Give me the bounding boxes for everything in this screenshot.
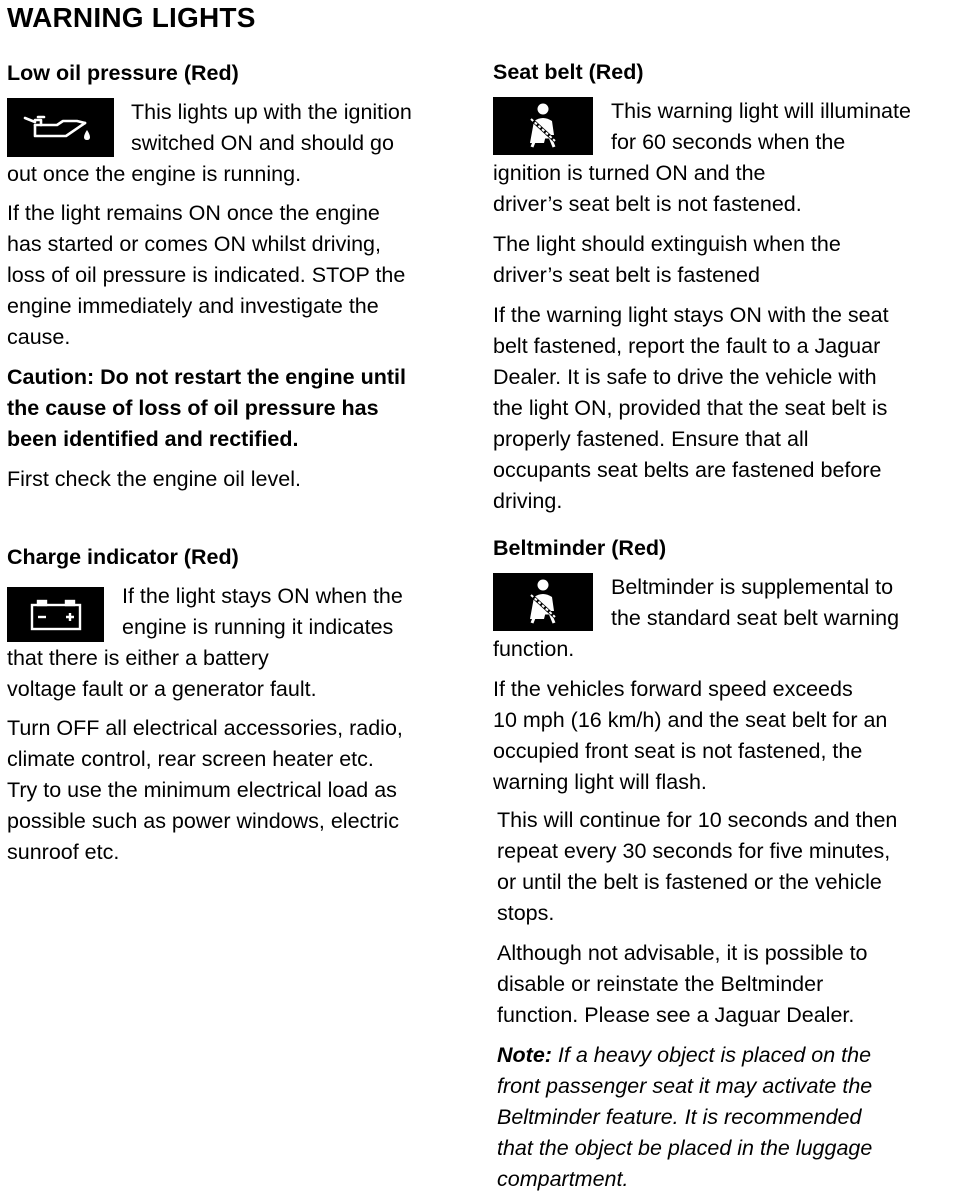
text-line: This will continue for 10 seconds and then xyxy=(497,808,898,832)
seatbelt-intro-line: This warning light will illuminate xyxy=(611,99,911,123)
note-label: Note: xyxy=(497,1043,552,1067)
seatbelt-paragraph-1 xyxy=(493,229,973,291)
text-line: occupied front seat is not fastened, the xyxy=(493,739,863,763)
seat-belt-heading: Seat belt (Red) xyxy=(493,60,644,84)
text-line: warning light will flash. xyxy=(493,770,707,794)
text-line: engine immediately and investigate the xyxy=(7,294,379,318)
oil-intro-line: This lights up with the ignition xyxy=(131,100,412,124)
seatbelt-paragraph-2 xyxy=(493,300,973,517)
oil-paragraph-2 xyxy=(7,464,481,495)
text-line: sunroof etc. xyxy=(7,840,120,864)
text-line: has started or comes ON whilst driving, xyxy=(7,232,381,256)
beltminder-paragraph-2 xyxy=(497,805,973,929)
text-line: 10 mph (16 km/h) and the seat belt for an xyxy=(493,708,888,732)
seatbelt-intro-tail: driver’s seat belt is not fastened. xyxy=(493,192,802,216)
text-line: stops. xyxy=(497,901,555,925)
note-text: If a heavy object is placed on the xyxy=(551,1043,872,1067)
text-line: The light should extinguish when the xyxy=(493,232,841,256)
text-line: Dealer. It is safe to drive the vehicle with xyxy=(493,365,877,389)
text-line: properly fastened. Ensure that all xyxy=(493,427,809,451)
beltminder-heading: Beltminder (Red) xyxy=(493,536,667,560)
text-line: occupants seat belts are fastened before xyxy=(493,458,882,482)
charge-indicator-section xyxy=(7,542,481,868)
charge-indicator-heading: Charge indicator (Red) xyxy=(7,545,239,569)
text-line: repeat every 30 seconds for five minutes, xyxy=(497,839,891,863)
text-line: the light ON, provided that the seat belt is xyxy=(493,396,888,420)
text-line: climate control, rear screen heater etc. xyxy=(7,747,374,771)
text-line: If the light remains ON once the engine xyxy=(7,201,380,225)
text-line: Caution: Do not restart the engine until xyxy=(7,365,406,389)
text-line: cause. xyxy=(7,325,71,349)
beltminder-intro-line: Beltminder is supplemental to xyxy=(611,575,894,599)
oil-intro-line: switched ON and should go xyxy=(131,131,394,155)
text-line: belt fastened, report the fault to a Jaguar xyxy=(493,334,881,358)
text-line: loss of oil pressure is indicated. STOP the xyxy=(7,263,406,287)
beltminder-intro-line: the standard seat belt warning xyxy=(611,606,900,630)
text-line: been identified and rectified. xyxy=(7,427,299,451)
text-line: front passenger seat it may activate the xyxy=(497,1074,873,1098)
oil-paragraph-1 xyxy=(7,198,481,353)
charge-paragraph-1 xyxy=(7,713,481,868)
text-line: function. Please see a Jaguar Dealer. xyxy=(497,1003,855,1027)
low-oil-pressure-heading: Low oil pressure (Red) xyxy=(7,61,239,85)
seatbelt-intro-line: for 60 seconds when the xyxy=(611,130,846,154)
text-line: driver’s seat belt is fastened xyxy=(493,263,760,287)
text-line: Turn OFF all electrical accessories, radio, xyxy=(7,716,403,740)
text-line: disable or reinstate the Beltminder xyxy=(497,972,824,996)
charge-intro-line: engine is running it indicates xyxy=(122,615,394,639)
charge-intro-line: If the light stays ON when the xyxy=(122,584,403,608)
beltminder-intro-line: function. xyxy=(493,637,575,661)
text-line: possible such as power windows, electric xyxy=(7,809,399,833)
seat-belt-section xyxy=(493,57,973,517)
seatbelt-icon xyxy=(493,573,593,631)
oil-can-icon xyxy=(7,98,114,157)
text-line: Try to use the minimum electrical load as xyxy=(7,778,397,802)
text-line: the cause of loss of oil pressure has xyxy=(7,396,379,420)
text-line: Beltminder feature. It is recommended xyxy=(497,1105,862,1129)
beltminder-paragraph-1 xyxy=(493,674,973,798)
charge-intro-line: that there is either a battery xyxy=(7,646,269,670)
beltminder-paragraph-3 xyxy=(497,938,973,1031)
low-oil-pressure-section xyxy=(7,58,481,495)
seatbelt-intro-line: ignition is turned ON and the xyxy=(493,161,766,185)
charge-intro-tail: voltage fault or a generator fault. xyxy=(7,677,317,701)
text-line: that the object be placed in the luggage xyxy=(497,1136,873,1160)
seatbelt-icon xyxy=(493,97,593,155)
text-line: or until the belt is fastened or the vehicle xyxy=(497,870,882,894)
text-line: If the vehicles forward speed exceeds xyxy=(493,677,853,701)
beltminder-section xyxy=(493,533,973,1195)
page-title: WARNING LIGHTS xyxy=(7,2,256,33)
text-line: Although not advisable, it is possible to xyxy=(497,941,868,965)
oil-caution xyxy=(7,362,481,455)
text-line xyxy=(497,1040,973,1071)
beltminder-note xyxy=(497,1040,973,1195)
text-line: If the warning light stays ON with the seat xyxy=(493,303,889,327)
battery-icon xyxy=(7,587,104,642)
text-line: driving. xyxy=(493,489,563,513)
oil-intro-line: out once the engine is running. xyxy=(7,162,302,186)
text-line: First check the engine oil level. xyxy=(7,467,301,491)
text-line: compartment. xyxy=(497,1167,629,1191)
